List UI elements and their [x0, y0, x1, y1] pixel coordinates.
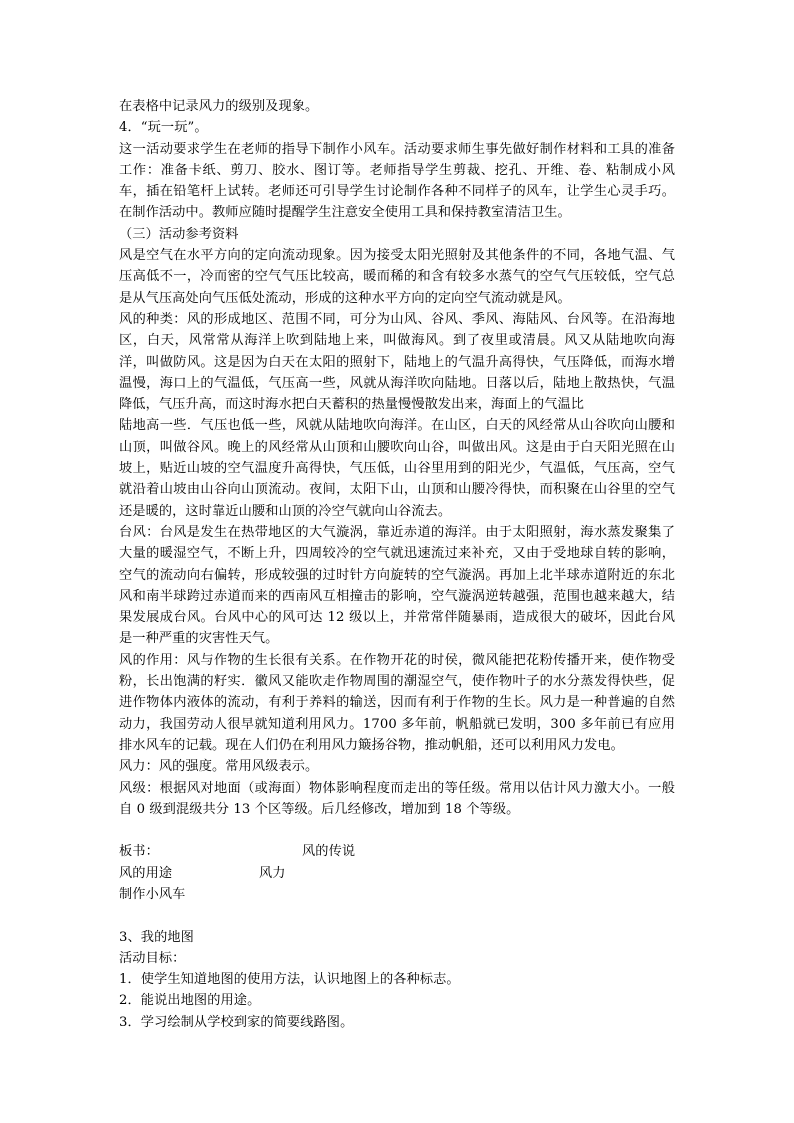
board-title: 风的传说 — [302, 844, 356, 860]
paragraph-wind-scale: 风级：根据风对地面（或海面）物体影响程度而走出的等任级。常用以估计风力激大小。一般自 0 级到混级共分 13 个区等级。后几经修改，增加到 18 个等级。 — [119, 780, 675, 817]
paragraph-activity: 这一活动要求学生在老师的指导下制作小风车。活动要求师生事先做好制作材料和工具的准备工作：准备卡纸、剪刀、胶水、图订等。老师指导学生剪裁、挖孔、开维、卷、粘制成小风车，插在铅笔杆上试转。老师还可引导学生讨论制作各种不同样子的风车，让学生心灵手巧。在制作活动中。教师应随时提醒学生注意安全使用工具和保持教室清洁卫生。 — [119, 141, 675, 221]
paragraph-record-wind: 在表格中记录风力的级别及现象。 — [119, 99, 319, 114]
board-row-3 — [119, 884, 675, 905]
goal-item-1: 1．使学生知道地图的使用方法，认识地图上的各种标志。 — [119, 972, 460, 988]
board-row-2 — [119, 863, 675, 884]
section-goal-label: 活动目标： — [119, 950, 186, 966]
board-use: 风的用途 — [119, 865, 173, 881]
paragraph-play-heading: 4．“玩一玩”。 — [119, 120, 208, 136]
board-wind: 风力 — [259, 865, 286, 881]
spacer — [119, 820, 675, 841]
paragraph-wind-mountain: 陆地高一些．气压也低一些，风就从陆地吹向海洋。在山区，白天的风经常从山谷吹向山腰和山顶，叫做谷风。晚上的风经常从山顶和山腰吹向山谷，叫做出风。这是由于白天阳光照在山坡上，贴近山坡的空气温度升高得快，气压低，山谷里用到的阳光少，气温低，气压高，空气就沿着山坡由山谷向山顶流动。夜间，太阳下山，山顶和山腰冷得快，而积聚在山谷里的空气还是暖的，这时靠近山腰和山顶的冷空气就向山谷流去。 — [119, 418, 675, 519]
spacer — [119, 905, 675, 926]
paragraph-reference-heading: （三）活动参考资料 — [119, 226, 239, 242]
goal-item-2: 2．能说出地图的用途。 — [119, 993, 261, 1009]
paragraph-wind-types: 风的种类：风的形成地区、范围不同，可分为山风、谷风、季风、海陆风、台风等。在沿海地区，白天，风常常从海洋上吹到陆地上来，叫做海风。到了夜里或清晨。风又从陆地吹向海洋，叫做防风。这是因为白天在太阳的照射下，陆地上的气温升高得快，气压降低，而海水增温慢，海口上的气温低，气压高一些，风就从海洋吹向陆地。日落以后，陆地上散热快，气温降低，气压升高，而这时海水把白天蓄积的热量慢慢散发出来，海面上的气温比 — [119, 311, 675, 413]
paragraph-wind-definition: 风是空气在水平方向的定向流动现象。因为接受太阳光照射及其他条件的不同，各地气温、气压高低不一，冷而密的空气气压比较高，暖而稀的和含有较多水蒸气的空气气压较低，空气总是从气压高处向气压低处流动，形成的这种水平方向的定向空气流动就是风。 — [119, 248, 675, 306]
paragraph-wind-force: 风力：风的强度。常用风级表示。 — [119, 759, 319, 775]
board-label: 板书： — [119, 844, 159, 860]
board-row-1 — [119, 841, 675, 862]
paragraph-wind-effect: 风的作用：风与作物的生长很有关系。在作物开花的时侯，微风能把花粉传播开来，使作物受粉，长出饱满的籽实．徽风又能吹走作物周围的潮湿空气，使作物叶子的水分蒸发得快些，促进作物体内液体的流动，有利于养料的输送，因而有利于作物的生长。风力是一种普遍的自然动力，我国劳动人很早就知道利用风力。1700 多年前，帆船就已发明，300 多年前已有应用排水风车的记载。现在人们仍在利用风力簸扬谷物，推动帆船，还可以利用风力发电。 — [119, 652, 675, 753]
section-title: 3、我的地图 — [119, 929, 194, 945]
board-make: 制作小风车 — [119, 886, 186, 902]
goal-item-3: 3．学习绘制从学校到家的简要线路图。 — [119, 1014, 354, 1030]
paragraph-typhoon: 台风：台风是发生在热带地区的大气漩涡，靠近赤道的海洋。由于太阳照射，海水蒸发聚集了大量的暖湿空气，不断上升，四周较冷的空气就迅速流过来补充，又由于受地球自转的影响，空气的流动向右偏转，形成较强的过时针方向旋转的空气漩涡。再加上北半球赤道附近的东北风和南半球跨过赤道而来的西南风互相撞击的影响，空气漩涡逆转越强，范围也越来越大，结果发展成台风。台风中心的风可达 12 级以上，并常常伴随暴雨，造成很大的破坏，因此台风是一种严重的灾害性天气。 — [119, 524, 675, 647]
document-body — [119, 96, 675, 1033]
